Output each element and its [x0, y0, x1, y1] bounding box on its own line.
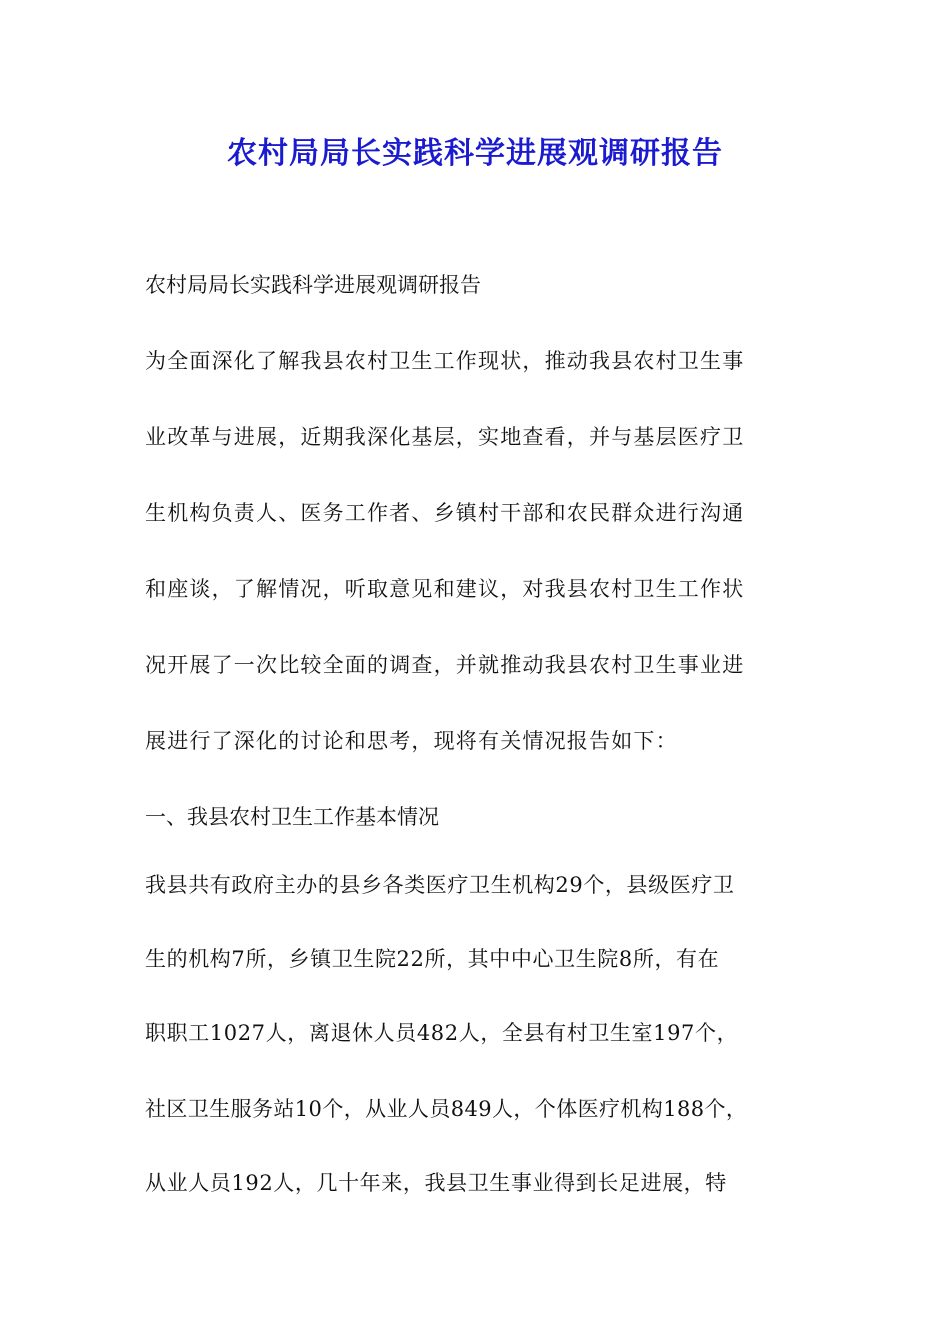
paragraph-line: 职职工1027人，离退休人员482人，全县有村卫生室197个，: [145, 1021, 739, 1045]
paragraph-line: 社区卫生服务站10个，从业人员849人，个体医疗机构188个，: [145, 1097, 748, 1121]
section-heading: 一、我县农村卫生工作基本情况: [145, 805, 439, 829]
paragraph-line: 我县共有政府主办的县乡各类医疗卫生机构29个，县级医疗卫: [145, 873, 735, 897]
document-subtitle-line: 农村局局长实践科学进展观调研报告: [145, 273, 481, 297]
paragraph-line: 业改革与进展，近期我深化基层，实地查看，并与基层医疗卫: [145, 425, 745, 449]
paragraph-line: 为全面深化了解我县农村卫生工作现状，推动我县农村卫生事: [145, 349, 745, 373]
paragraph-line: 从业人员192人，几十年来，我县卫生事业得到长足进展，特: [145, 1171, 727, 1195]
paragraph-line: 生机构负责人、医务工作者、乡镇村干部和农民群众进行沟通: [145, 501, 745, 525]
document-title: 农村局局长实践科学进展观调研报告: [227, 136, 723, 171]
paragraph-line: 生的机构7所，乡镇卫生院22所，其中中心卫生院8所，有在: [145, 947, 720, 971]
paragraph-line: 和座谈，了解情况，听取意见和建议，对我县农村卫生工作状: [145, 577, 745, 601]
paragraph-line: 展进行了深化的讨论和思考，现将有关情况报告如下：: [145, 729, 678, 753]
paragraph-line: 况开展了一次比较全面的调查，并就推动我县农村卫生事业进: [145, 653, 745, 677]
